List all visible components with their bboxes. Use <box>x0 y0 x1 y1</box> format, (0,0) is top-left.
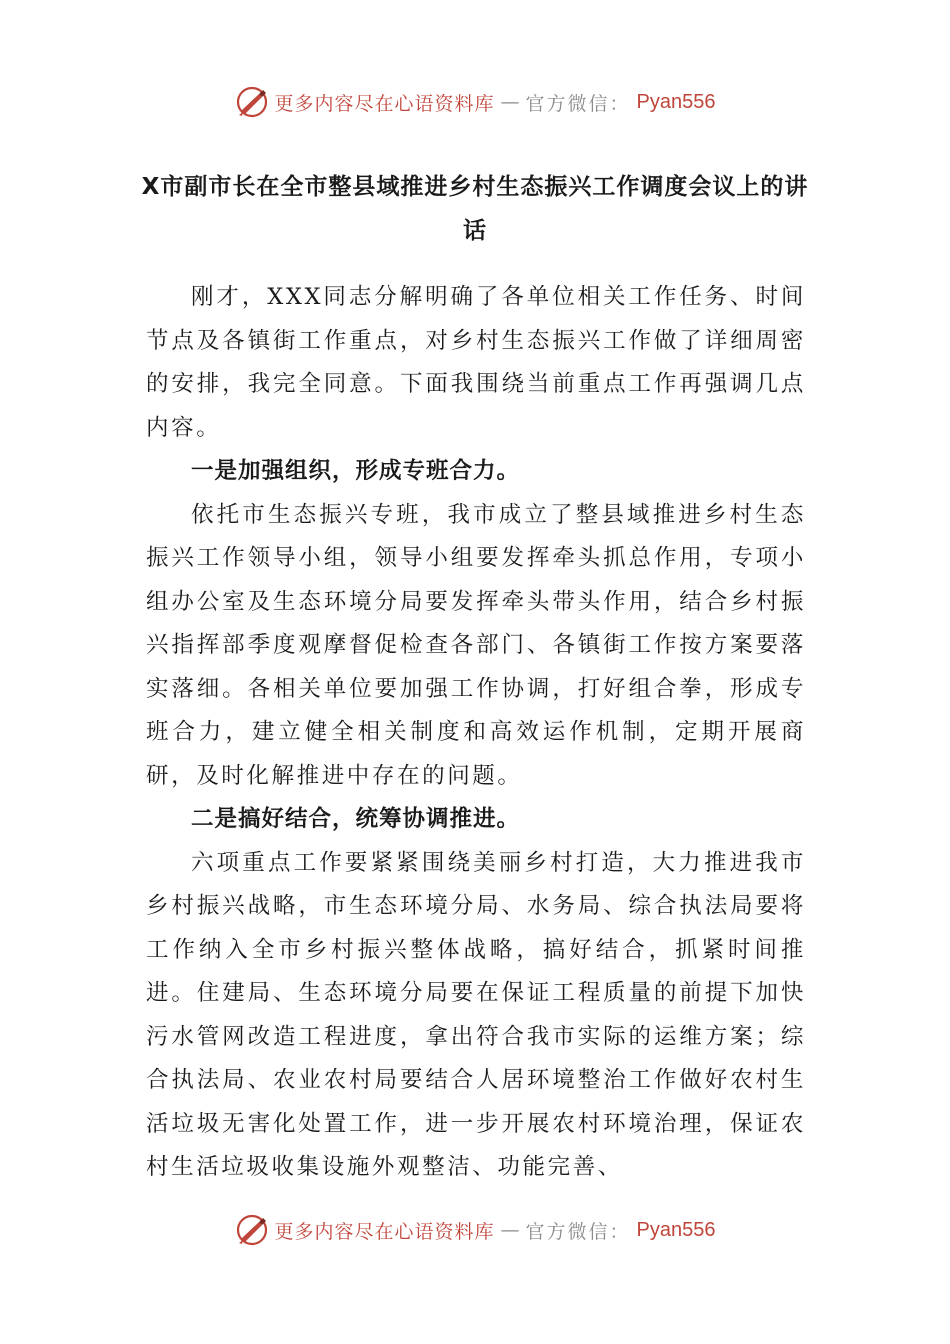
watermark-sub-text: 官方微信： <box>525 92 631 115</box>
watermark-main-text: 更多内容尽在心语资料库 <box>274 92 495 115</box>
document-title: X市副市长在全市整县域推进乡村生态振兴工作调度会议上的讲话 <box>141 174 809 244</box>
header-watermark <box>0 82 950 122</box>
pen-logo-icon <box>235 85 269 119</box>
watermark-wechat-id: Pyan556 <box>636 90 716 113</box>
watermark-wechat-id: Pyan556 <box>636 1218 716 1241</box>
paragraph-intro: 刚才，XXX同志分解明确了各单位相关工作任务、时间节点及各镇街工作重点，对乡村生态振兴工作做了详细周密的安排，我完全同意。下面我围绕当前重点工作再强调几点内容。 <box>146 284 806 441</box>
watermark-dash: — <box>500 1219 520 1241</box>
section-heading-2: 二是搞好结合，统筹协调推进。 <box>191 806 521 832</box>
section-heading-1: 一是加强组织，形成专班合力。 <box>191 458 521 484</box>
watermark-sub-text: 官方微信： <box>525 1220 631 1243</box>
paragraph-section-2: 六项重点工作要紧紧围绕美丽乡村打造，大力推进我市乡村振兴战略，市生态环境分局、水务局、综合执法局要将工作纳入全市乡村振兴整体战略，搞好结合，抓紧时间推进。住建局、生态环境分局要在保证工程质量的前提下加快污水管网改造工程进度，拿出符合我市实际的运维方案；综合执法局、农业农村局要结合人居环境整治工作做好农村生活垃圾无害化处置工作，进一步开展农村环境治理，保证农村生活垃圾收集设施外观整洁、功能完善、 <box>146 849 806 1180</box>
paragraph-section-1: 依托市生态振兴专班，我市成立了整县域推进乡村生态振兴工作领导小组，领导小组要发挥牵头抓总作用，专项小组办公室及生态环境分局要发挥牵头带头作用，结合乡村振兴指挥部季度观摩督促检查各部门、各镇街工作按方案要落实落细。各相关单位要加强工作协调，打好组合拳，形成专班合力，建立健全相关制度和高效运作机制，定期开展商研，及时化解推进中存在的问题。 <box>146 501 806 789</box>
watermark-dash: — <box>500 91 520 113</box>
footer-watermark <box>0 1210 950 1250</box>
watermark-main-text: 更多内容尽在心语资料库 <box>274 1220 495 1243</box>
document-body <box>146 276 806 1190</box>
pen-logo-icon <box>235 1213 269 1247</box>
